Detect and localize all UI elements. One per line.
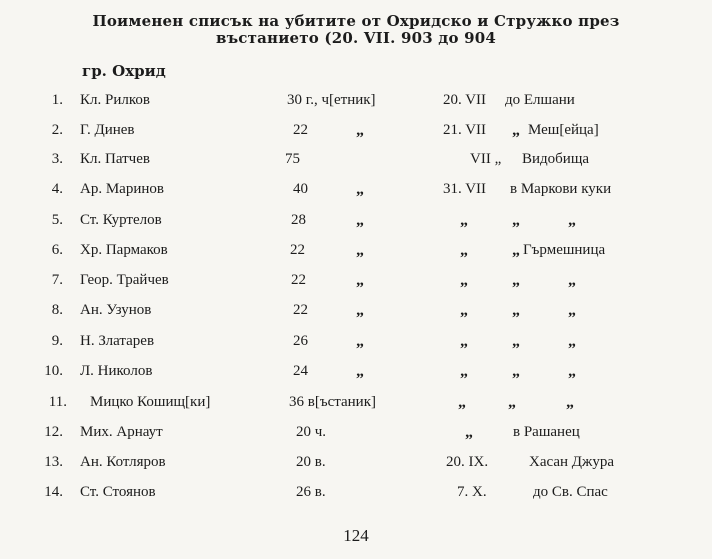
- row-number: 2.: [51, 122, 63, 138]
- person-name: Мицко Кошищ[ки]: [90, 394, 211, 410]
- list-row: [0, 424, 712, 452]
- ditto-mark: „: [512, 363, 520, 380]
- ditto-mark: „: [568, 363, 576, 380]
- place: в Рашанец: [513, 424, 580, 440]
- ditto-mark: „: [568, 212, 576, 229]
- ditto-mark: „: [508, 394, 516, 411]
- place: в Маркови куки: [510, 181, 612, 197]
- age: 22: [290, 242, 305, 258]
- person-name: Геор. Трайчев: [80, 272, 169, 288]
- age: 20 в.: [296, 454, 326, 470]
- list-row: [0, 333, 712, 361]
- ditto-mark: „: [356, 212, 364, 229]
- row-number: 14.: [44, 484, 63, 500]
- row-number: 9.: [51, 333, 63, 349]
- list-row: [0, 122, 712, 150]
- list-row: [0, 484, 712, 512]
- list-row: [0, 272, 712, 300]
- ditto-mark: „: [356, 363, 364, 380]
- row-number: 3.: [51, 151, 63, 167]
- date: VII „: [470, 151, 502, 167]
- ditto-mark: „: [356, 242, 364, 259]
- ditto-mark: „: [512, 122, 520, 139]
- age: 22: [293, 122, 308, 138]
- row-number: 7.: [51, 272, 63, 288]
- person-name: Хр. Пармаков: [80, 242, 168, 258]
- person-name: Ан. Узунов: [80, 302, 152, 318]
- place: Гърмешница: [523, 242, 606, 258]
- ditto-mark: „: [460, 333, 468, 350]
- group-label: гр. Охрид: [82, 62, 166, 80]
- person-name: Мих. Арнаут: [80, 424, 163, 440]
- ditto-mark: „: [465, 424, 473, 441]
- ditto-mark: „: [512, 333, 520, 350]
- ditto-mark: „: [512, 212, 520, 229]
- title-line-1: Поименен списък на убитите от Охридско и Стружко през: [92, 12, 620, 30]
- ditto-mark: „: [356, 272, 364, 289]
- age: 22: [293, 302, 308, 318]
- person-name: Ст. Куртелов: [80, 212, 162, 228]
- list-row: [0, 363, 712, 391]
- person-name: Г. Динев: [80, 122, 135, 138]
- list-row: [0, 394, 712, 422]
- ditto-mark: „: [568, 302, 576, 319]
- person-name: Кл. Патчев: [80, 151, 150, 167]
- list-row: [0, 181, 712, 209]
- place: до Св. Спас: [533, 484, 608, 500]
- date: 20. VII: [443, 92, 487, 108]
- age: 22: [291, 272, 306, 288]
- ditto-mark: „: [356, 122, 364, 139]
- list-row: [0, 454, 712, 482]
- age: 24: [293, 363, 308, 379]
- row-number: 12.: [44, 424, 63, 440]
- age: 40: [293, 181, 308, 197]
- ditto-mark: „: [460, 363, 468, 380]
- list-row: [0, 92, 712, 120]
- ditto-mark: „: [568, 333, 576, 350]
- age: 36 в[ъстаник]: [289, 394, 376, 410]
- person-name: Ан. Котляров: [80, 454, 166, 470]
- place: Хасан Джура: [529, 454, 615, 470]
- page-number: 124: [343, 526, 369, 545]
- ditto-mark: „: [356, 333, 364, 350]
- date: 20. IX.: [446, 454, 489, 470]
- row-number: 11.: [48, 394, 67, 410]
- row-number: 5.: [51, 212, 63, 228]
- age: 30 г., ч[етник]: [287, 92, 376, 108]
- ditto-mark: „: [568, 272, 576, 289]
- age: 75: [285, 151, 300, 167]
- place: до Елшани: [505, 92, 575, 108]
- list-row: [0, 302, 712, 330]
- ditto-mark: „: [460, 272, 468, 289]
- age: 20 ч.: [296, 424, 327, 440]
- person-name: Н. Златарев: [80, 333, 155, 349]
- title-line-2: въстанието (20. VII. 903 до 904: [215, 29, 497, 47]
- ditto-mark: „: [458, 394, 466, 411]
- place: Видобища: [522, 151, 590, 167]
- list-row: [0, 242, 712, 270]
- person-name: Л. Николов: [80, 363, 153, 379]
- row-number: 4.: [51, 181, 63, 197]
- date: 31. VII: [443, 181, 487, 197]
- row-number: 8.: [51, 302, 63, 318]
- age: 26 в.: [296, 484, 326, 500]
- row-number: 6.: [51, 242, 63, 258]
- person-name: Ст. Стоянов: [80, 484, 156, 500]
- place: Меш[ейца]: [528, 122, 599, 138]
- list-row: [0, 212, 712, 240]
- age: 28: [291, 212, 306, 228]
- ditto-mark: „: [566, 394, 574, 411]
- ditto-mark: „: [356, 181, 364, 198]
- ditto-mark: „: [356, 302, 364, 319]
- date: 7. X.: [457, 484, 487, 500]
- person-name: Ар. Маринов: [80, 181, 164, 197]
- row-number: 1.: [51, 92, 63, 108]
- ditto-mark: „: [512, 302, 520, 319]
- age: 26: [293, 333, 308, 349]
- ditto-mark: „: [460, 212, 468, 229]
- ditto-mark: „: [460, 242, 468, 259]
- row-number: 13.: [44, 454, 63, 470]
- person-name: Кл. Рилков: [80, 92, 150, 108]
- ditto-mark: „: [512, 242, 520, 259]
- ditto-mark: „: [460, 302, 468, 319]
- ditto-mark: „: [512, 272, 520, 289]
- row-number: 10.: [44, 363, 63, 379]
- date: 21. VII: [443, 122, 487, 138]
- list-row: [0, 151, 712, 179]
